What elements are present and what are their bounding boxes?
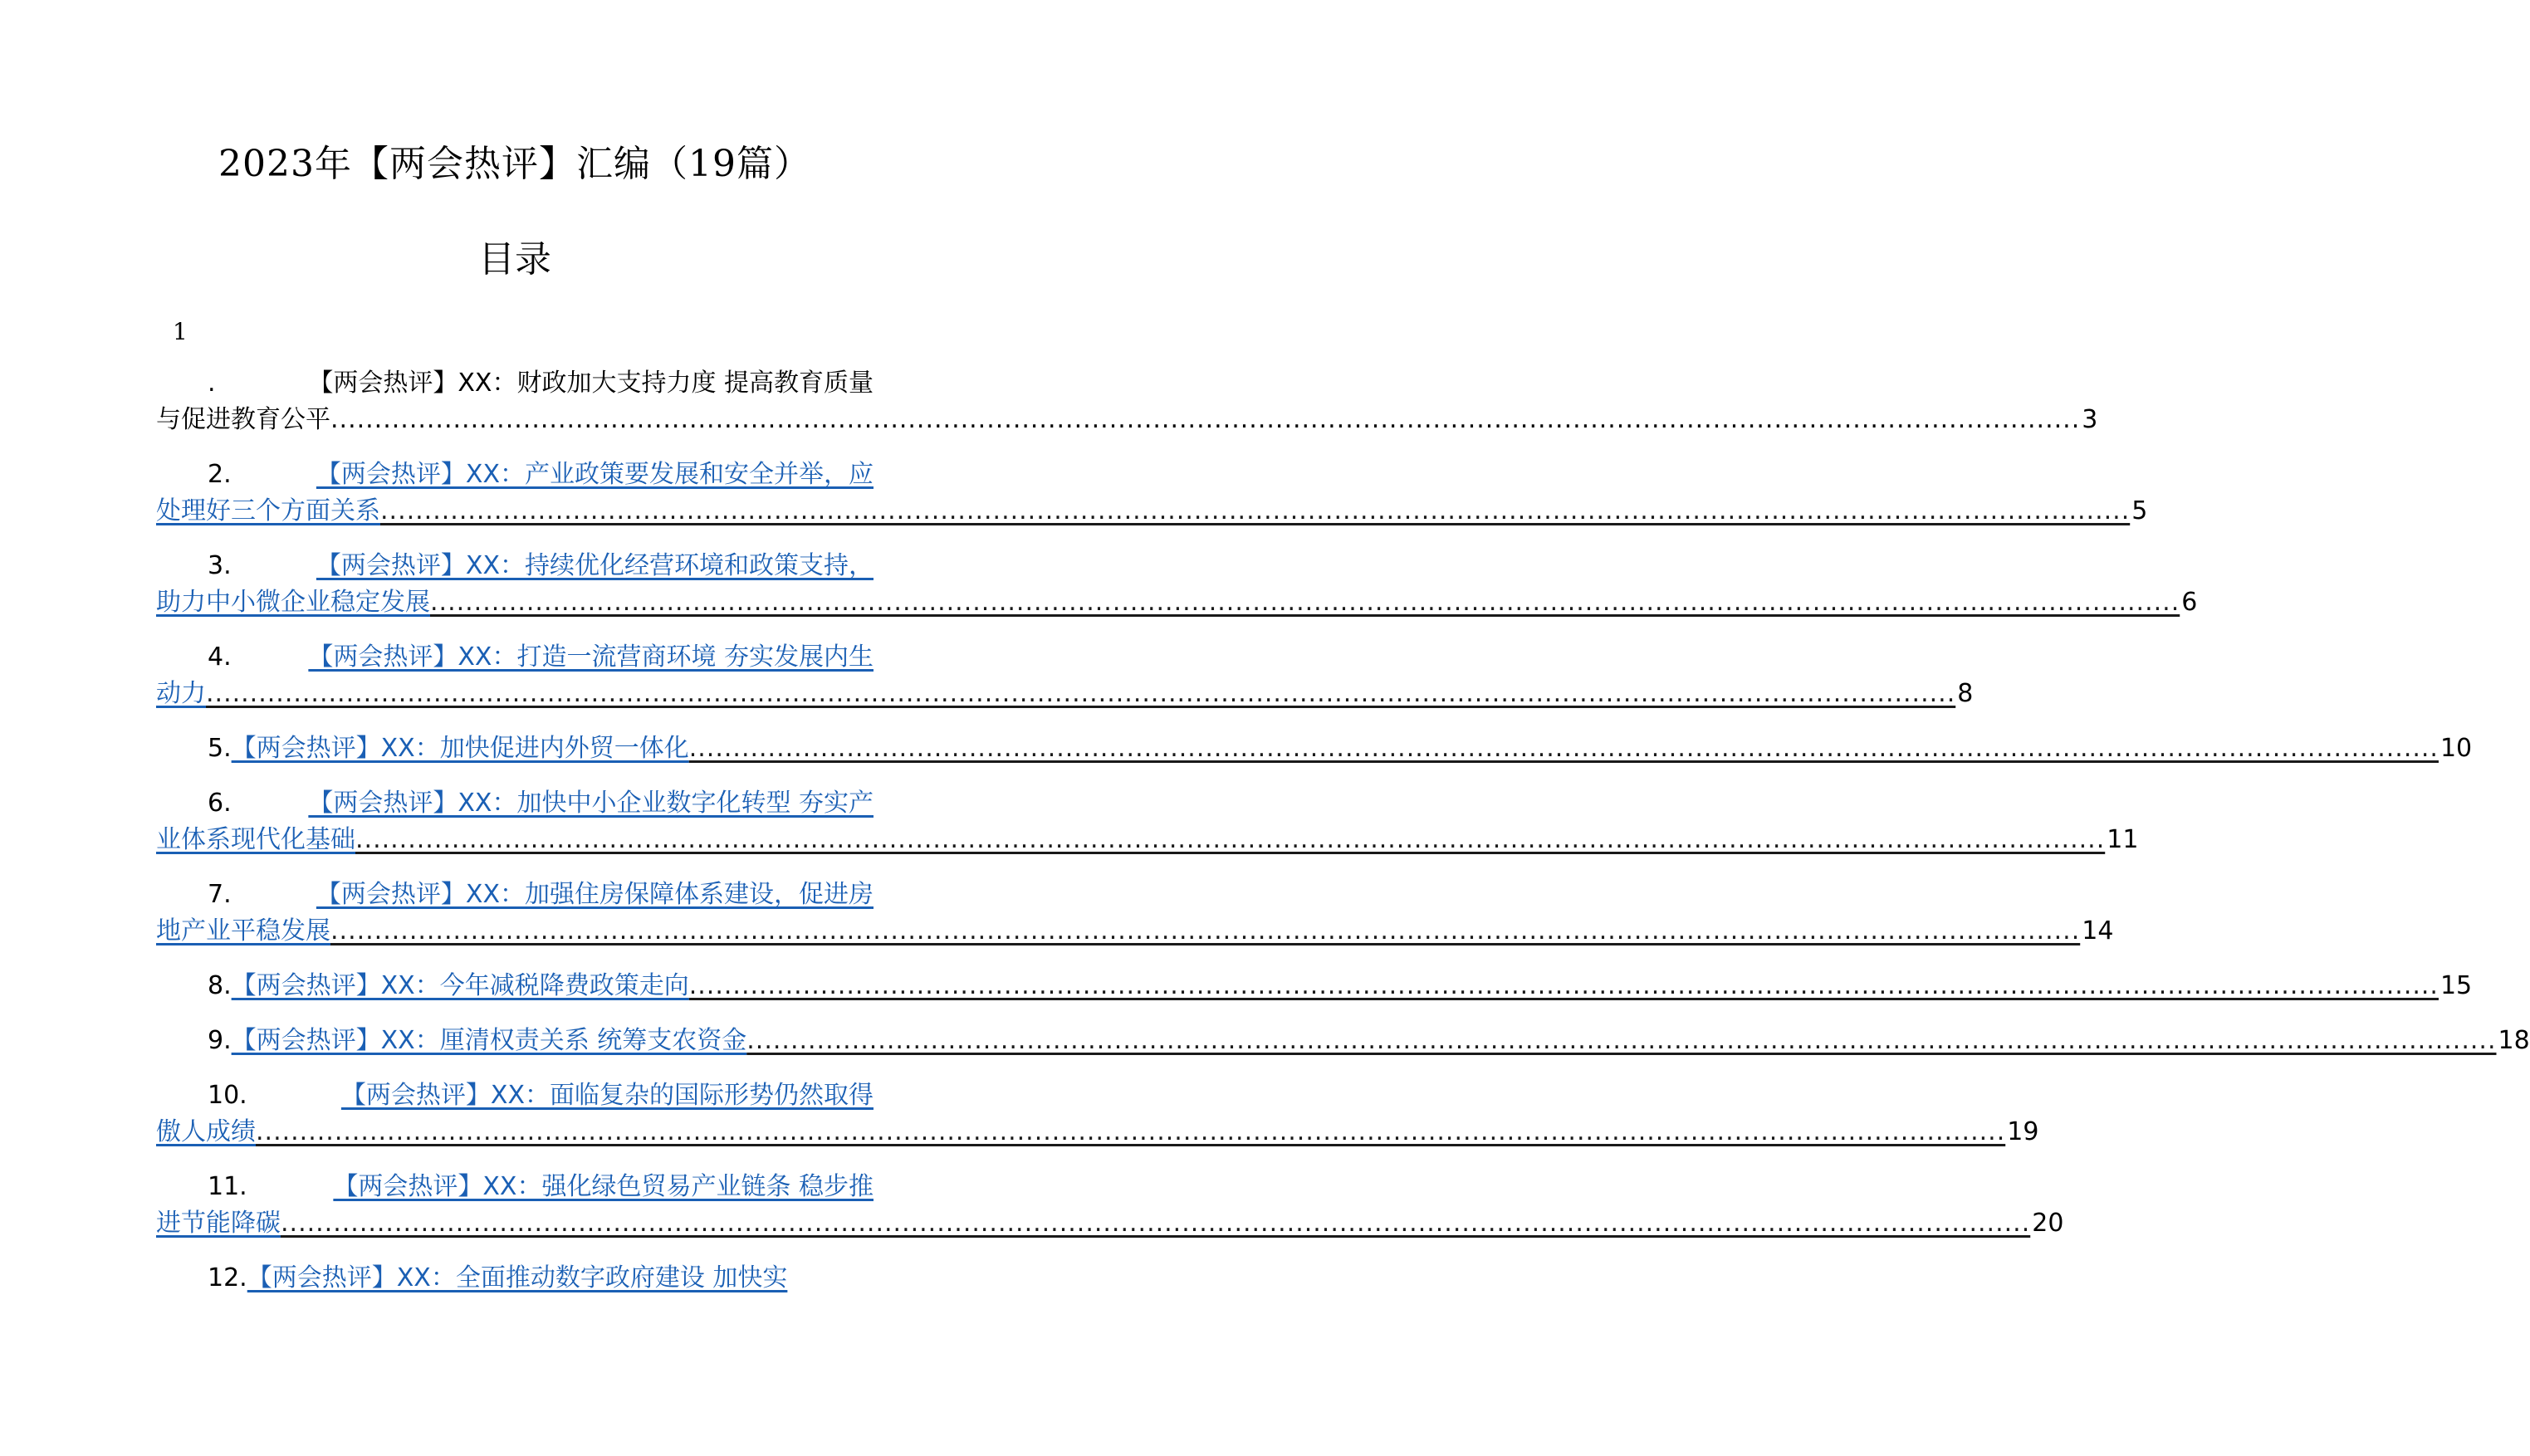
toc-entry-number: 4. [208, 642, 232, 672]
toc-entry-link[interactable]: 【两会热评】XX：加快促进内外贸一体化 [231, 734, 689, 763]
table-of-contents [156, 365, 2530, 1315]
toc-entry-link[interactable]: 【两会热评】XX：面临复杂的国际形势仍然取得 [340, 1081, 874, 1110]
toc-page-number: 14 [2082, 916, 2114, 945]
toc-leader-dots: ........................................................................................................................................................................................................ [206, 679, 1956, 708]
toc-entry-line [156, 730, 2473, 767]
toc-leader-dots: ........................................................................................................................................................................................................ [256, 1117, 2006, 1146]
toc-entry-line [156, 1114, 2039, 1151]
toc-page-number: 8 [1957, 679, 1974, 708]
toc-entry-number: 5. [208, 734, 232, 763]
toc-entry-link[interactable]: 【两会热评】XX：加强住房保障体系建设，促进房 [316, 880, 874, 909]
toc-entry[interactable] [156, 877, 2114, 950]
toc-entry-number: 11. [208, 1172, 247, 1201]
toc-entry[interactable] [156, 968, 2473, 1004]
toc-page-number: 5 [2131, 496, 2148, 525]
toc-entry-link[interactable]: 【两会热评】XX：持续优化经营环境和政策支持， [316, 551, 874, 580]
toc-entry-link-continued[interactable]: 地产业平稳发展 [156, 916, 330, 945]
toc-leader-dots: ........................................................................................................................................................................................................ [330, 405, 2081, 434]
toc-entry-link-continued[interactable]: 动力 [156, 679, 206, 708]
toc-entry-line [156, 584, 2198, 621]
toc-entry-link-continued[interactable]: 处理好三个方面关系 [156, 496, 380, 525]
toc-entry-link[interactable]: 【两会热评】XX：今年减税降费政策走向 [231, 971, 689, 1000]
toc-page-number: 18 [2498, 1026, 2530, 1055]
toc-entry[interactable] [156, 785, 2139, 858]
toc-entry-line [156, 676, 1974, 712]
toc-entry-link-continued[interactable]: 进节能降碳 [156, 1209, 281, 1238]
toc-leader-dots: ........................................................................................................................................................................................................ [281, 1209, 2031, 1238]
toc-entry-number: 9. [208, 1026, 232, 1055]
toc-entry-line [156, 402, 2098, 438]
toc-entry-link: 【两会热评】XX：财政加大支持力度 提高教育质量 [308, 369, 874, 398]
toc-entry-line [156, 822, 2139, 858]
toc-entry-link-continued[interactable]: 助力中小微企业稳定发展 [156, 588, 430, 617]
toc-entry-link[interactable]: 【两会热评】XX：全面推动数字政府建设 加快实 [247, 1263, 788, 1292]
toc-leader-dots: ........................................................................................................................................................................................................ [746, 1026, 2497, 1055]
toc-entry[interactable] [156, 1169, 2064, 1242]
toc-leader-dots: ........................................................................................................................................................................................................ [688, 734, 2439, 763]
toc-leader-dots: ........................................................................................................................................................................................................ [330, 916, 2081, 945]
toc-entry-number: 2. [208, 460, 232, 489]
toc-entry-line [156, 877, 874, 913]
stray-number: 1 [173, 318, 188, 345]
toc-entry[interactable] [156, 1260, 874, 1297]
toc-page-number: 6 [2181, 588, 2198, 617]
toc-entry-line [156, 457, 874, 493]
toc-entry-link-continued[interactable]: 傲人成绩 [156, 1117, 256, 1146]
toc-entry-link-continued: 与促进教育公平 [156, 405, 330, 434]
document-title: 2023年【两会热评】汇编（19篇） [218, 143, 811, 185]
toc-heading: 目录 [478, 238, 551, 281]
toc-entry-line [156, 785, 874, 822]
toc-page-number: 3 [2082, 405, 2098, 434]
toc-page-number: 11 [2107, 825, 2139, 854]
toc-entry-line [156, 493, 2148, 530]
toc-entry-line [156, 639, 874, 676]
toc-entry-line [156, 1077, 874, 1114]
toc-entry-line [156, 365, 874, 402]
toc-entry [156, 365, 2098, 438]
toc-entry-line [156, 1260, 874, 1297]
toc-entry[interactable] [156, 1077, 2039, 1151]
toc-entry[interactable] [156, 1023, 2530, 1059]
toc-leader-dots: ........................................................................................................................................................................................................ [355, 825, 2106, 854]
toc-page-number: 20 [2032, 1209, 2064, 1238]
toc-entry-link[interactable]: 【两会热评】XX：厘清权责关系 统筹支农资金 [231, 1026, 747, 1055]
toc-page-number: 15 [2439, 971, 2473, 1000]
toc-entry-number: . [208, 369, 216, 398]
toc-entry-number: 12. [208, 1263, 247, 1292]
toc-entry-number: 10. [208, 1081, 247, 1110]
toc-leader-dots: ........................................................................................................................................................................................................ [688, 971, 2439, 1000]
toc-entry-link[interactable]: 【两会热评】XX：产业政策要发展和安全并举，应 [316, 460, 874, 489]
toc-entry-line [156, 548, 874, 584]
toc-page-number: 10 [2439, 734, 2473, 763]
toc-entry-line [156, 1169, 874, 1205]
toc-entry-number: 3. [208, 551, 232, 580]
toc-entry-link-continued[interactable]: 业体系现代化基础 [156, 825, 355, 854]
toc-entry-number: 8. [208, 971, 232, 1000]
toc-entry-number: 7. [208, 880, 232, 909]
toc-entry[interactable] [156, 457, 2148, 530]
toc-entry-line [156, 1023, 2530, 1059]
toc-entry-link[interactable]: 【两会热评】XX：强化绿色贸易产业链条 稳步推 [333, 1172, 874, 1201]
toc-entry-line [156, 1205, 2064, 1242]
toc-page-number: 19 [2007, 1117, 2039, 1146]
toc-entry[interactable] [156, 730, 2473, 767]
toc-leader-dots: ........................................................................................................................................................................................................ [430, 588, 2180, 617]
toc-entry-number: 6. [208, 789, 232, 818]
toc-leader-dots: ........................................................................................................................................................................................................ [380, 496, 2131, 525]
toc-entry-link[interactable]: 【两会热评】XX：加快中小企业数字化转型 夯实产 [308, 789, 874, 818]
toc-entry-line [156, 913, 2114, 950]
toc-entry[interactable] [156, 548, 2198, 621]
toc-entry-line [156, 968, 2473, 1004]
toc-entry[interactable] [156, 639, 1974, 712]
toc-entry-link[interactable]: 【两会热评】XX：打造一流营商环境 夯实发展内生 [308, 642, 874, 672]
